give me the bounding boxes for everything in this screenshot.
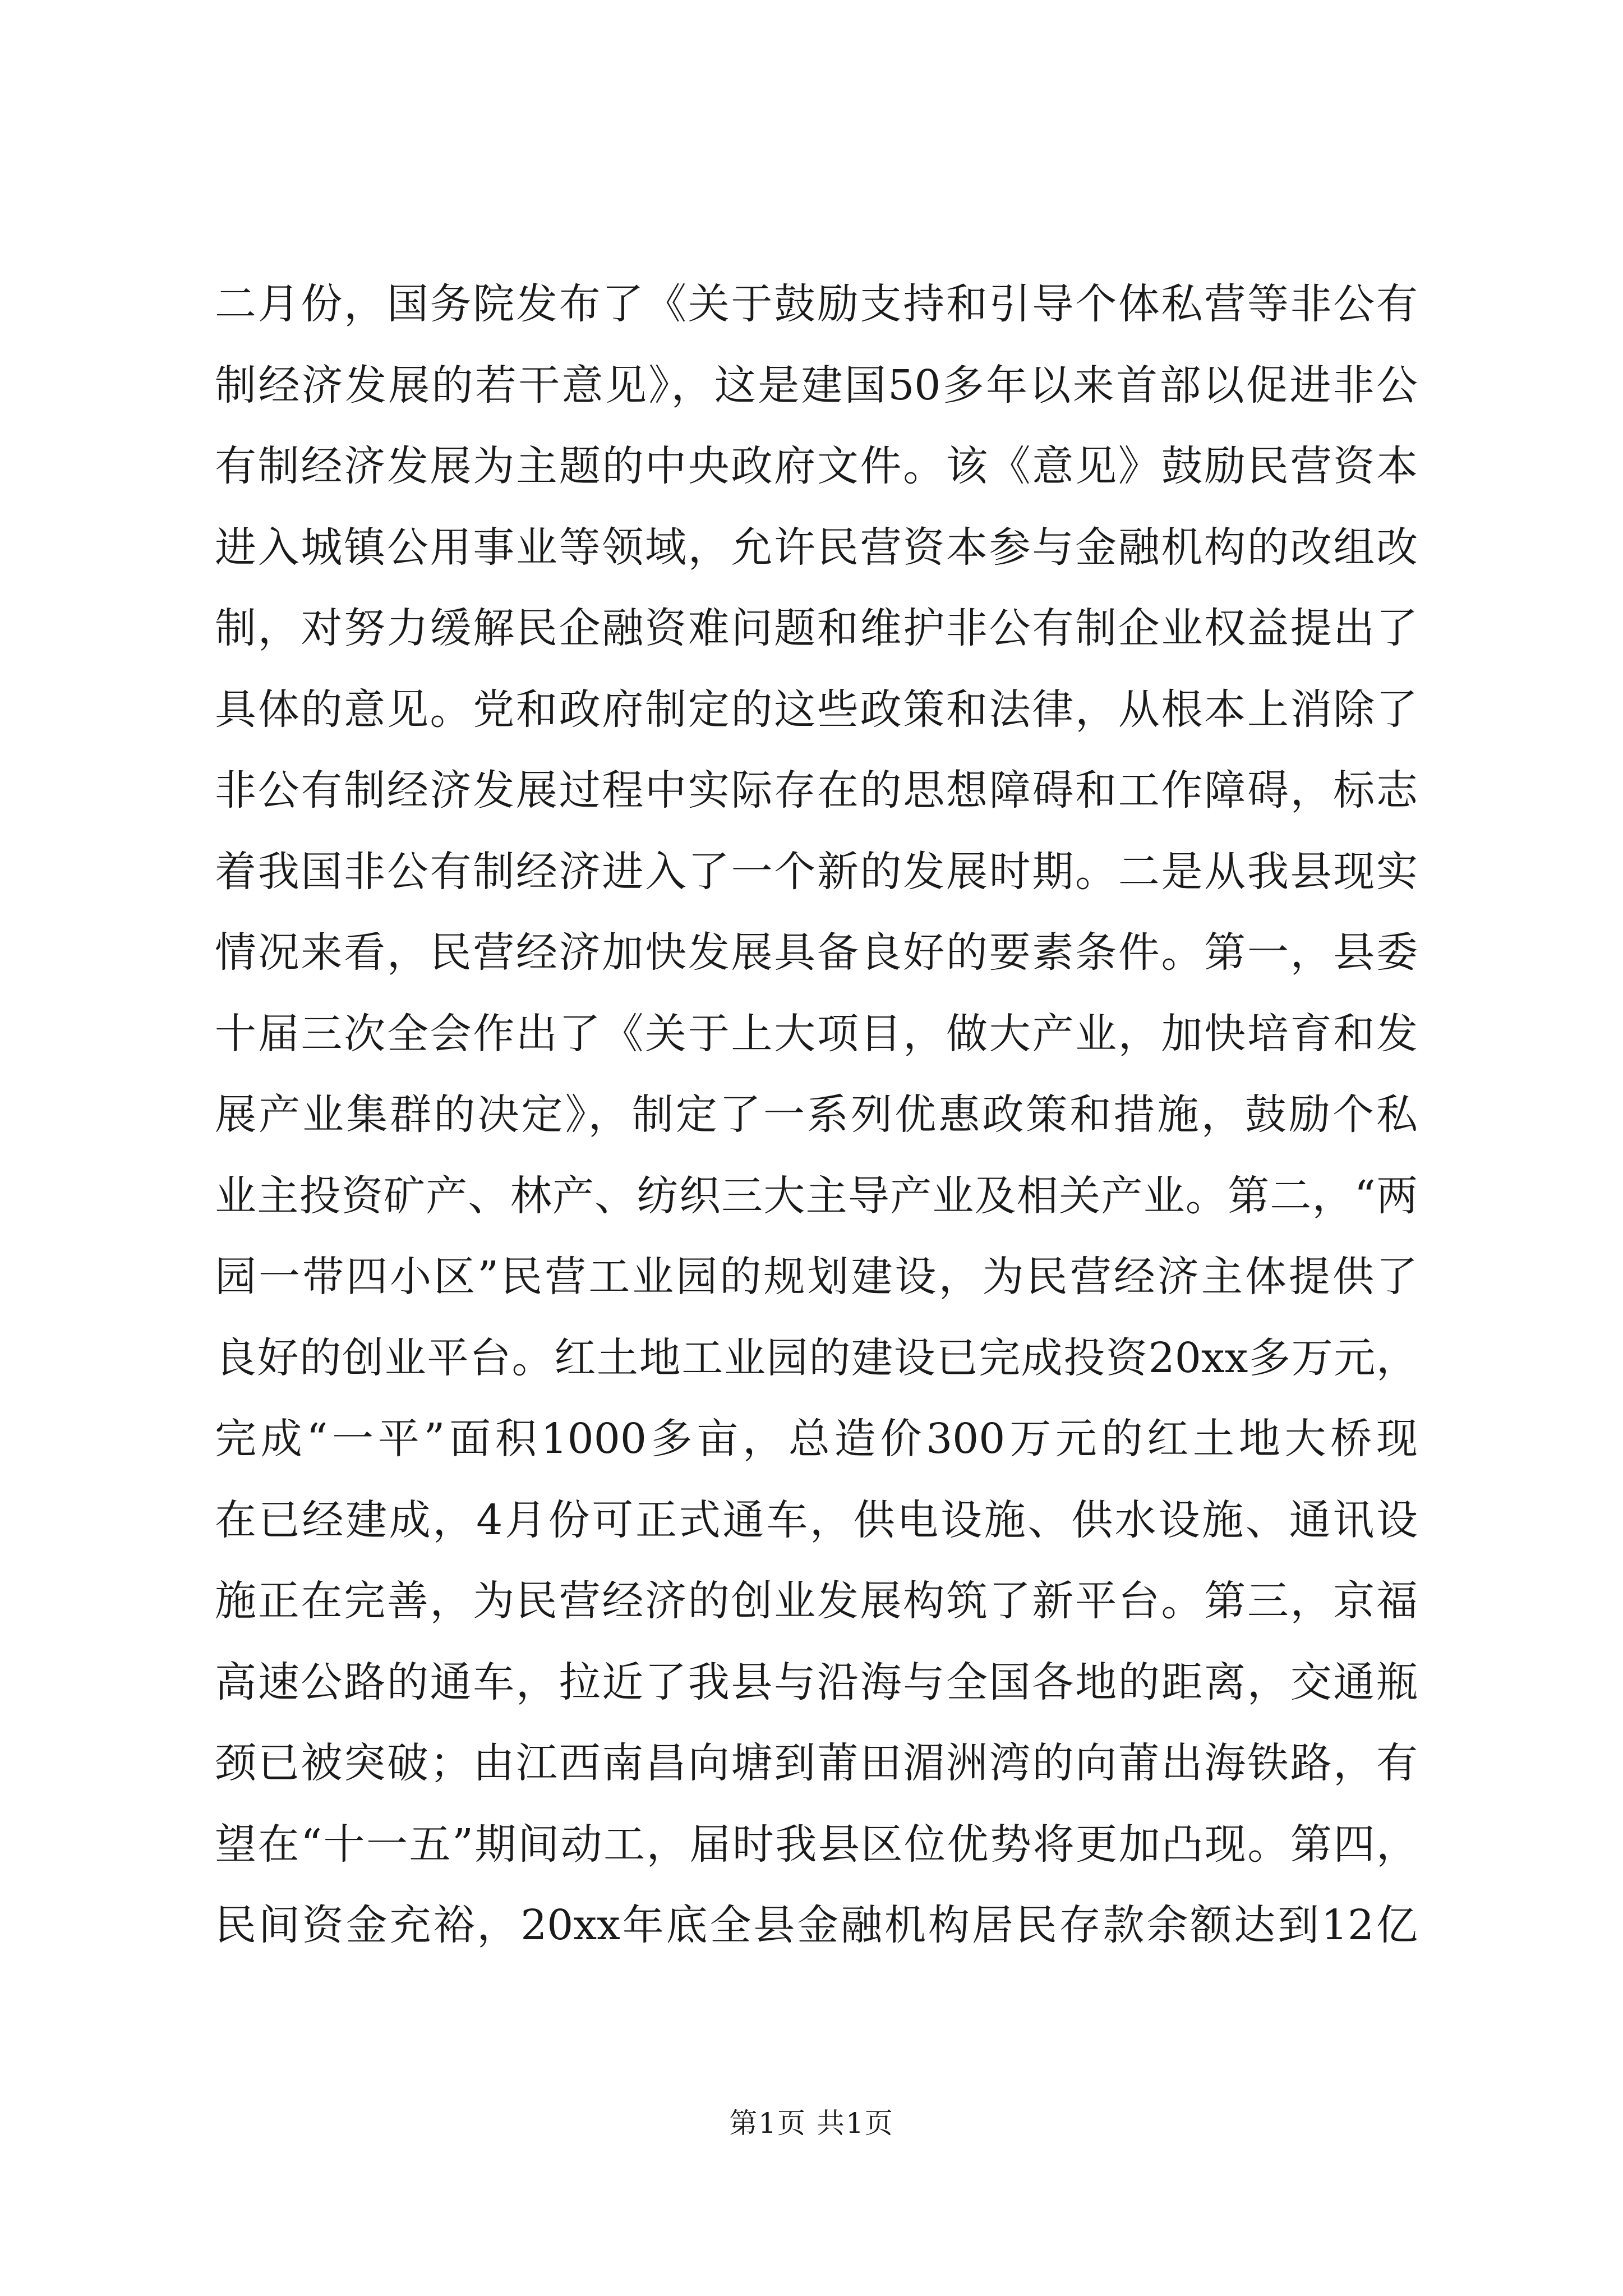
text-line: 情况来看，民营经济加快发展具备良好的要素条件。第一，县委	[215, 928, 1418, 977]
text-line: 着我国非公有制经济进入了一个新的发展时期。二是从我县现实	[215, 847, 1418, 896]
text-line: 十届三次全会作出了《关于上大项目，做大产业，加快培育和发	[215, 1009, 1418, 1058]
text-line: 在已经建成，4月份可正式通车，供电设施、供水设施、通讯设	[215, 1496, 1418, 1544]
page-footer: 第1页 共1页	[729, 2107, 894, 2139]
text-line: 施正在完善，为民营经济的创业发展构筑了新平台。第三，京福	[215, 1577, 1418, 1625]
text-line: 进入城镇公用事业等领域，允许民营资本参与金融机构的改组改	[215, 523, 1418, 572]
text-line: 有制经济发展为主题的中央政府文件。该《意见》鼓励民营资本	[215, 442, 1418, 490]
text-line: 颈已被突破；由江西南昌向塘到莆田湄洲湾的向莆出海铁路，有	[215, 1739, 1418, 1787]
text-line: 完成“一平”面积1000多亩，总造价300万元的红土地大桥现	[215, 1415, 1418, 1463]
text-line: 制，对努力缓解民企融资难问题和维护非公有制企业权益提出了	[215, 604, 1418, 652]
text-line: 二月份，国务院发布了《关于鼓励支持和引导个体私营等非公有	[215, 280, 1418, 328]
text-line: 园一带四小区”民营工业园的规划建设，为民营经济主体提供了	[215, 1253, 1418, 1301]
text-line: 具体的意见。党和政府制定的这些政策和法律，从根本上消除了	[215, 685, 1418, 734]
text-line: 制经济发展的若干意见》，这是建国50多年以来首部以促进非公	[215, 361, 1418, 409]
text-line: 非公有制经济发展过程中实际存在的思想障碍和工作障碍，标志	[215, 766, 1418, 815]
text-line: 业主投资矿产、林产、纺织三大主导产业及相关产业。第二，“两	[215, 1171, 1418, 1220]
text-line: 高速公路的通车，拉近了我县与沿海与全国各地的距离，交通瓶	[215, 1658, 1418, 1706]
text-line: 展产业集群的决定》，制定了一系列优惠政策和措施，鼓励个私	[215, 1091, 1418, 1139]
text-line: 良好的创业平台。红土地工业园的建设已完成投资20xx多万元，	[215, 1333, 1418, 1382]
text-line: 望在“十一五”期间动工，届时我县区位优势将更加凸现。第四，	[215, 1820, 1418, 1869]
body-text	[215, 264, 1418, 1966]
text-line: 民间资金充裕，20xx年底全县金融机构居民存款余额达到12亿	[215, 1901, 1418, 1949]
